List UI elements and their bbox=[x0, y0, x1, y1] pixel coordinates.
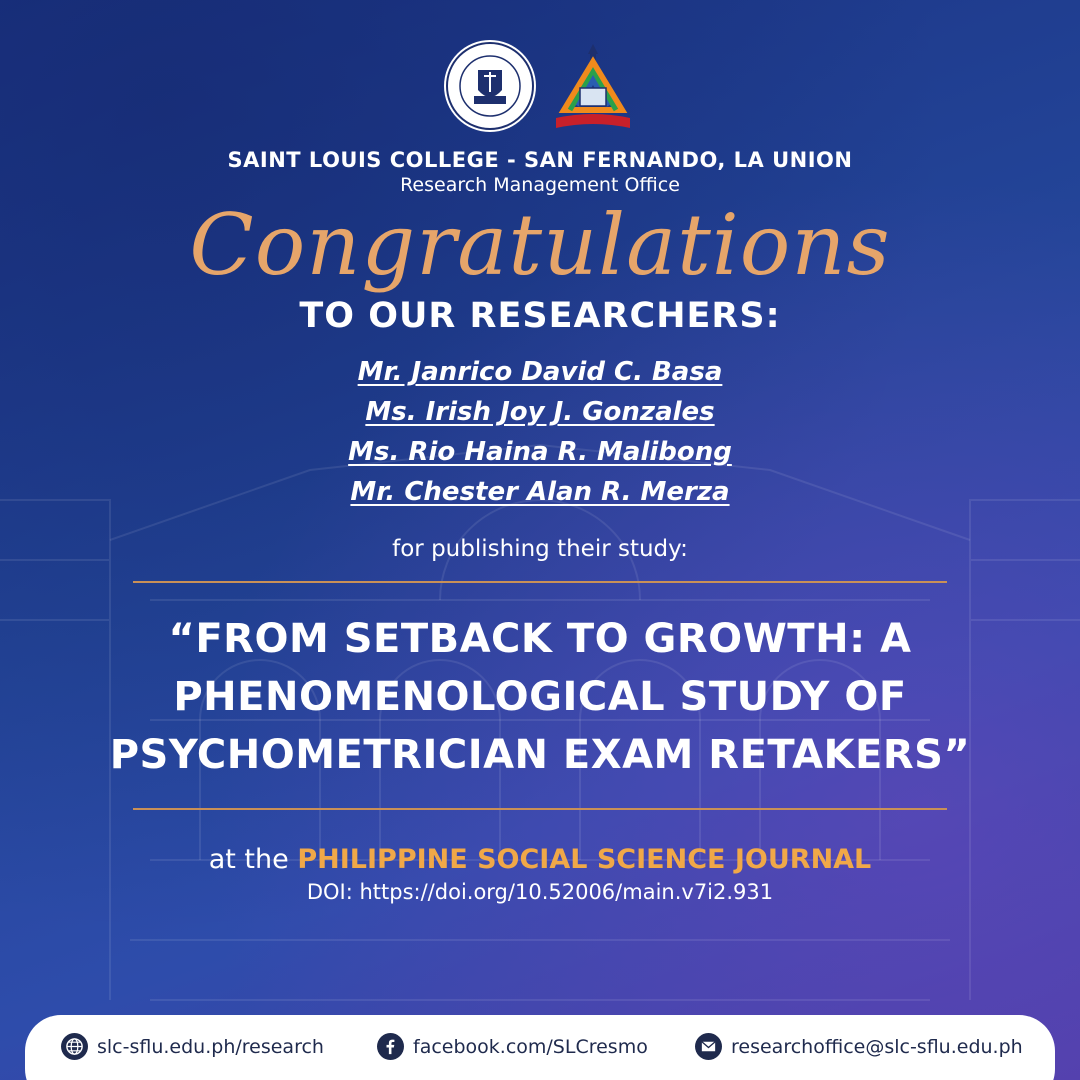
divider-bottom bbox=[133, 808, 947, 810]
study-intro: for publishing their study: bbox=[392, 536, 688, 562]
divider-top bbox=[133, 581, 947, 583]
journal-line bbox=[0, 844, 1080, 875]
researcher-name: Mr. Chester Alan R. Merza bbox=[350, 477, 730, 507]
study-title-line: PHENOMENOLOGICAL STUDY OF bbox=[173, 674, 907, 720]
doi-link[interactable]: DOI: https://doi.org/10.52006/main.v7i2.931 bbox=[306, 880, 774, 904]
study-title-line: PSYCHOMETRICIAN EXAM RETAKERS” bbox=[109, 732, 971, 778]
college-seal-logo bbox=[444, 40, 536, 132]
office-name: Research Management Office bbox=[400, 174, 680, 196]
journal-name: PHILIPPINE SOCIAL SCIENCE JOURNAL bbox=[297, 844, 872, 875]
study-title-line: “FROM SETBACK TO GROWTH: A bbox=[168, 616, 912, 662]
researcher-list bbox=[0, 352, 1080, 512]
mail-icon bbox=[695, 1033, 722, 1060]
email-contact[interactable] bbox=[695, 1033, 1023, 1060]
email-text: researchoffice@slc-sflu.edu.ph bbox=[731, 1035, 1023, 1058]
facebook-text: facebook.com/SLCresmo bbox=[413, 1035, 648, 1058]
institution-name: SAINT LOUIS COLLEGE - SAN FERNANDO, LA UNION bbox=[227, 148, 853, 172]
congratulations-script: Congratulations bbox=[189, 196, 891, 294]
facebook-icon bbox=[377, 1033, 404, 1060]
journal-prefix: at the bbox=[208, 844, 289, 875]
contact-footer bbox=[25, 1015, 1055, 1080]
website-contact[interactable] bbox=[61, 1033, 324, 1060]
facebook-contact[interactable] bbox=[377, 1033, 648, 1060]
website-text: slc-sflu.edu.ph/research bbox=[97, 1035, 324, 1058]
globe-icon bbox=[61, 1033, 88, 1060]
researchers-heading: TO OUR RESEARCHERS: bbox=[299, 296, 781, 336]
research-office-logo bbox=[550, 40, 636, 136]
researcher-name: Mr. Janrico David C. Basa bbox=[357, 357, 723, 387]
researcher-name: Ms. Rio Haina R. Malibong bbox=[348, 437, 732, 467]
researcher-name: Ms. Irish Joy J. Gonzales bbox=[365, 397, 715, 427]
logos bbox=[0, 40, 1080, 136]
study-title bbox=[60, 610, 1020, 784]
